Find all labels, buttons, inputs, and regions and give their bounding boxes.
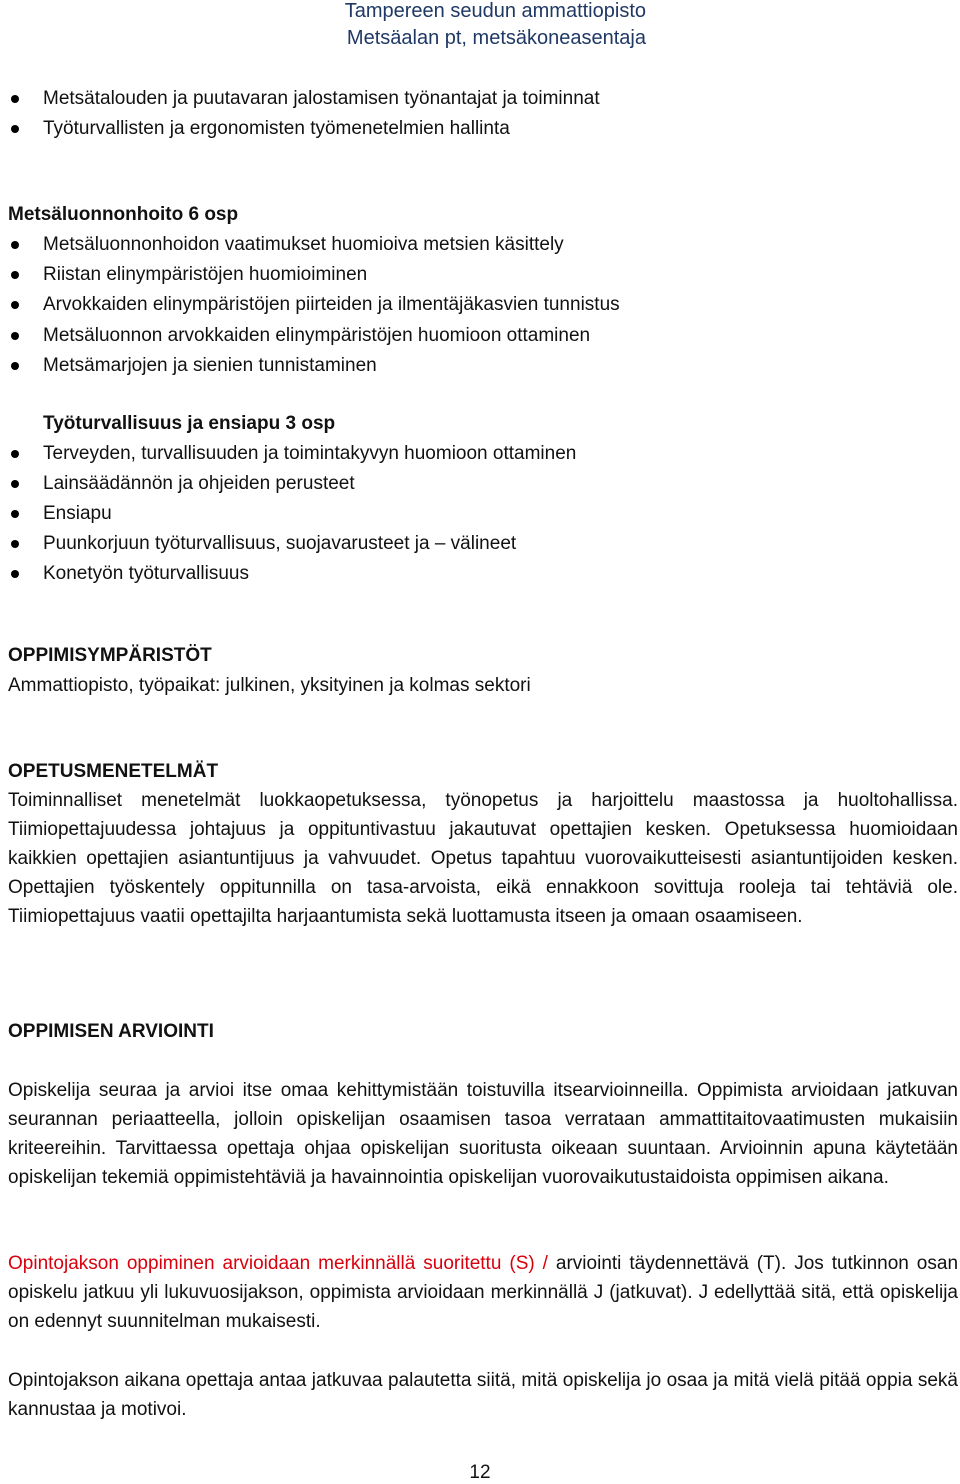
arviointi-paragraph-2-rest: arviointi täydennettävä (T). Jos tutkinnon osan opiskelu jatkuu yli lukuvuosijakson, oppimista arvioidaan merkinnällä J (jatkuvat). J edellyttää sitä, että opiskelija on edennyt suunnitelman mukaisesti. xyxy=(8,1253,959,1332)
bullet-icon xyxy=(11,95,19,103)
bullet-icon xyxy=(11,125,19,133)
list-item: Puunkorjuun työturvallisuus, suojavarusteet ja – välineet xyxy=(0,529,940,559)
section-title-metsaluonnonhoito: Metsäluonnonhoito 6 osp xyxy=(8,204,239,225)
list-item: Ensiapu xyxy=(0,499,940,529)
list-item: Riistan elinympäristöjen huomioiminen xyxy=(0,260,940,290)
bullet-icon xyxy=(11,332,19,340)
heading-oppimisymparistot: OPPIMISYMPÄRISTÖT xyxy=(8,645,212,666)
bullet-icon xyxy=(11,540,19,548)
arviointi-paragraph-3: Opintojakson aikana opettaja antaa jatkuvaa palautetta siitä, mitä opiskelija jo osaa ja mitä vielä pitää oppia sekä kannustaa ja motivoi. xyxy=(8,1370,958,1420)
list-item: Metsäluonnonhoidon vaatimukset huomioiva metsien käsittely xyxy=(0,230,940,260)
bullet-icon xyxy=(11,241,19,249)
highlight-text: Opintojakson oppiminen arvioidaan merkinnällä suoritettu (S) / xyxy=(8,1253,548,1274)
bullet-icon xyxy=(11,301,19,309)
bullet-icon xyxy=(11,271,19,279)
heading-oppimisen-arviointi: OPPIMISEN ARVIOINTI xyxy=(8,1021,214,1042)
list-item: Terveyden, turvallisuuden ja toimintakyvyn huomioon ottaminen xyxy=(0,439,940,469)
oppimisymparistot-text: Ammattiopisto, työpaikat: julkinen, yksityinen ja kolmas sektori xyxy=(8,675,531,696)
opetusmenetelmat-paragraph: Toiminnalliset menetelmät luokkaopetuksessa, työnopetus ja harjoittelu maastossa ja huoltohallissa. Tiimiopettajuudessa johtajuus ja oppituntivastuu jakautuvat opettajien kesken. Opetuksessa huomioidaan kaikkien opettajien asiantuntijuus ja vahvuudet. Opetus tapahtuu vuorovaikutteisesti asiantuntijoiden kesken. Opettajien työskentely oppitunnilla on tasa-arvoista, eikä ennakkoon sovittuja rooleja tai tehtäviä ole. Tiimiopettajuus vaatii opettajilta harjaantumista sekä luottamusta itseen ja omaan osaamiseen. xyxy=(8,790,958,927)
bullet-icon xyxy=(11,570,19,578)
header-school: Tampereen seudun ammattiopisto xyxy=(344,0,646,22)
list-item: Työturvallisten ja ergonomisten työmenetelmien hallinta xyxy=(0,114,940,144)
list-item: Metsätalouden ja puutavaran jalostamisen työnantajat ja toiminnat xyxy=(0,84,940,114)
arviointi-paragraph-2 xyxy=(8,1249,958,1336)
list-item: Metsämarjojen ja sienien tunnistaminen xyxy=(0,351,940,381)
heading-opetusmenetelmat: OPETUSMENETELMÄT xyxy=(8,761,219,782)
bullet-icon xyxy=(11,450,19,458)
section-title-tyoturvallisuus: Työturvallisuus ja ensiapu 3 osp xyxy=(43,413,336,434)
list-item: Konetyön työturvallisuus xyxy=(0,559,940,589)
arviointi-paragraph-1: Opiskelija seuraa ja arvioi itse omaa kehittymistään toistuvilla itsearvioinneilla. Oppimista arvioidaan jatkuvan seurannan periaatteella, jolloin opiskelijan osaamisen tasoa verrataan ammattitaitovaatimusten mukaisiin kriteereihin. Tarvittaessa opettaja ohjaa opiskelijan suoritusta oikeaan suuntaan. Arvioinnin apuna käytetään opiskelijan tekemiä oppimistehtäviä ja havainnointia opiskelijan vuorovaikutustaidoista oppimisen aikana. xyxy=(8,1080,958,1188)
page-number: 12 xyxy=(469,1462,491,1483)
bullet-icon xyxy=(11,480,19,488)
bullet-icon xyxy=(11,362,19,370)
list-item: Lainsäädännön ja ohjeiden perusteet xyxy=(0,469,940,499)
bullet-icon xyxy=(11,510,19,518)
list-item: Metsäluonnon arvokkaiden elinympäristöjen huomioon ottaminen xyxy=(0,321,940,351)
header-program: Metsäalan pt, metsäkoneasentaja xyxy=(346,27,646,49)
list-item: Arvokkaiden elinympäristöjen piirteiden ja ilmentäjäkasvien tunnistus xyxy=(0,290,940,320)
